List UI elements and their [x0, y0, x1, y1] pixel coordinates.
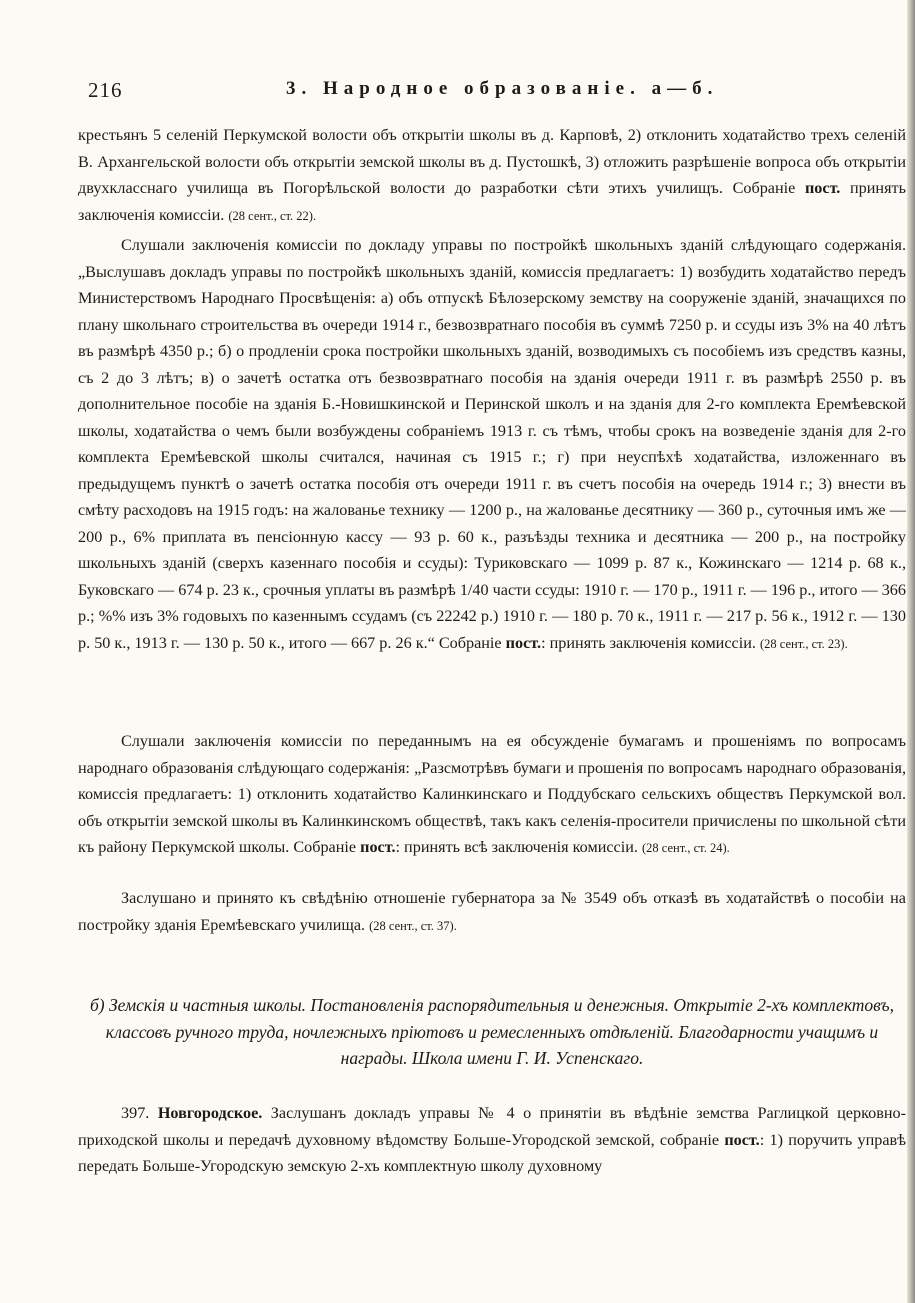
session-reference: (28 сент., ст. 24).	[642, 841, 730, 855]
session-reference: (28 сент., ст. 22).	[228, 208, 317, 223]
running-title: 3. Народное образованіе. а—б.	[286, 78, 719, 99]
paragraph-tail: : принять всѣ заключенія комиссіи.	[395, 838, 642, 856]
section-heading: б) Земскія и частныя школы. Постановленія распорядительныя и денежныя. Открытіе 2-хъ комплектовъ, классовъ ручного труда, ночлежныхъ пріютовъ и ремесленныхъ отдѣленій. Благодарности учащимъ и награды. Школа имени Г. И. Успенскаго.	[89, 995, 894, 1068]
page-edge-shadow	[907, 0, 915, 1303]
session-reference: (28 сент., ст. 23).	[759, 636, 848, 651]
paragraph-text: Слушали заключенія комиссіи по докладу управы по постройкѣ школьныхъ зданій слѣдующаго содержанія. „Выслушавъ докладъ управы по постройкѣ школьныхъ зданій, комиссія предлагаетъ: 1) возбудить ходатайство передъ Министерствомъ Народнаго Просвѣщенія: а) объ отпускѣ Бѣлозерскому земству на сооруженіе зданій, значащихся по плану школьнаго строительства въ очереди 1914 г., безвозвратнаго пособія въ суммѣ 7250 р. и ссуды изъ 3% на 40 лѣтъ въ размѣрѣ 4350 р.; б) о продленіи срока постройки школьныхъ зданій, возводимыхъ съ пособіемъ изъ средствъ казны, съ 2 до 3 лѣтъ; в) о зачетѣ остатка отъ безвозвратнаго пособія на зданія очереди 1911 г. въ размѣрѣ 2550 р. въ дополнительное пособіе на зданія Б.-Новишкинской и Перинской школъ и на зданія для 2-го комплекта Еремѣевской школы, ходатайства о чемъ были возбуждены собраніемъ 1913 г. съ тѣмъ, чтобы срокъ на возведеніе зданія для 2-го комплекта Еремѣевской школы считался, начиная съ 1915 г.; г) при неуспѣхѣ ходатайства, изложеннаго въ предыдущемъ пунктѣ о зачетѣ остатка пособія отъ очереди 1911 г. въ счетъ пособія на очередь 1914 г.; 3) внести въ смѣту расходовъ на 1915 годъ: на жалованье технику — 1200 р., на жалованье десятнику — 360 р., суточныя имъ же — 200 р., 6% приплата въ пенсіонную кассу — 93 р. 60 к., разъѣзды техника и десятника — 200 р., на постройку школьныхъ зданій (сверхъ казеннаго пособія и ссуды): Туриковскаго — 1099 р. 87 к., Кожинскаго — 1214 р. 68 к., Буковскаго — 674 р. 23 к., срочныя уплаты въ размѣрѣ 1/40 части ссуды: 1910 г. — 170 р., 1911 г. — 196 р., итого — 366 р.; %% изъ 3% годовыхъ по казеннымъ ссудамъ (съ 22242 р.) 1910 г. — 180 р. 70 к., 1911 г. — 217 р. 56 к., 1912 г. — 130 р. 50 к., 1913 г. — 130 р. 50 к., итого — 667 р. 26 к.“ Собраніе	[78, 236, 906, 652]
entry-number: 397.	[121, 1104, 150, 1122]
paragraph-4	[78, 885, 906, 939]
paragraph-2	[78, 232, 906, 657]
paragraph-text: Слушали заключенія комиссіи по переданнымъ на ея обсужденіе бумагамъ и прошеніямъ по вопросамъ народнаго образованія слѣдующаго содержанія: „Разсмотрѣвъ бумаги и прошенія по вопросамъ народнаго образованія, комиссія предлагаетъ: 1) отклонить ходатайство Калинкинскаго и Поддубскаго сельскихъ обществъ Перкумской вол. объ открытіи земской школы въ Калинкинскомъ обществѣ, такъ какъ селенія-просители причислены по школьной сѣти къ району Перкумской школы. Собраніе	[78, 732, 906, 856]
entry-text: Заслушанъ докладъ управы № 4 о принятіи въ вѣдѣніе земства Раглицкой церковно-приходской школы и передачѣ духовному вѣдомству Больше-Угородской земской, собраніе	[78, 1104, 907, 1149]
resolution-marker: пост.	[724, 1130, 760, 1149]
paragraph-3	[78, 728, 906, 862]
paragraph-tail: : принять заключенія комиссіи.	[541, 633, 760, 652]
session-reference: (28 сент., ст. 37).	[369, 918, 457, 933]
paragraph-text: Заслушано и принято къ свѣдѣнію отношеніе губернатора за № 3549 объ отказѣ въ ходатайствѣ о пособіи на постройку зданія Еремѣевскаго училища.	[78, 889, 906, 934]
paragraph-1	[78, 122, 906, 229]
resolution-marker: пост.	[360, 838, 396, 856]
resolution-marker: пост.	[505, 633, 542, 652]
resolution-marker: пост.	[804, 179, 841, 197]
entry-397	[78, 1100, 906, 1180]
page-header	[88, 78, 888, 108]
paragraph-text: крестьянъ 5 селеній Перкумской волости объ открытіи школы въ д. Карповѣ, 2) отклонить ходатайство трехъ селеній В. Архангельской волости объ открытіи земской школы въ д. Пустошкѣ, 3) отложить разрѣшеніе вопроса объ открытіи двухкласснаго училища въ Погорѣльской волости до разработки сѣти этихъ училищъ. Собраніе	[78, 126, 906, 197]
paragraph-tail: принять заключенія комиссіи.	[78, 179, 906, 224]
page-number: 216	[88, 78, 123, 102]
entry-tail: : 1) поручить управѣ передать Больше-Угородскую земскую 2-хъ комплектную школу духовному	[78, 1130, 906, 1175]
entry-place: Новгородское.	[157, 1104, 263, 1122]
